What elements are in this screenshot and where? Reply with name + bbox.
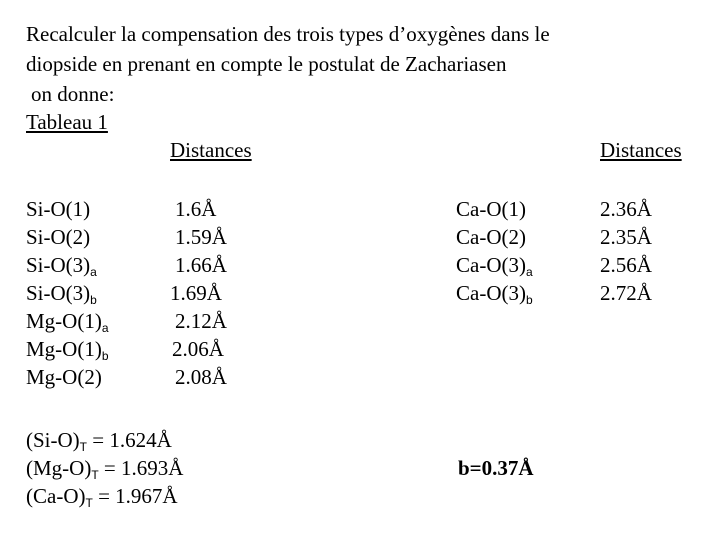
average-value: = 1.693Å xyxy=(98,456,184,480)
table-row xyxy=(26,337,109,361)
average-mg-o xyxy=(26,456,183,480)
bond-distance-value: 1.59Å xyxy=(175,225,227,249)
average-value: = 1.624Å xyxy=(87,428,172,452)
bond-distance-value: 2.06Å xyxy=(172,337,224,361)
bond-label: Ca-O(3) xyxy=(456,281,526,305)
average-subscript: T xyxy=(85,496,93,510)
bond-label: Si-O(1) xyxy=(26,197,91,221)
average-subscript: T xyxy=(79,440,88,454)
header-distances-right: Distances xyxy=(600,138,682,162)
bond-label: Ca-O(3) xyxy=(456,253,526,277)
bond-distance-value: 2.35Å xyxy=(600,225,652,249)
bond-label: Mg-O(2) xyxy=(26,365,102,389)
average-ca-o xyxy=(26,484,178,508)
average-value: = 1.967Å xyxy=(92,484,178,508)
table-row xyxy=(456,281,533,305)
average-label: (Ca-O) xyxy=(26,484,86,508)
table-row xyxy=(26,309,109,333)
bond-label: Mg-O(1) xyxy=(26,309,102,333)
bond-label: Si-O(3) xyxy=(26,253,91,277)
table-row xyxy=(456,197,526,221)
intro-line-1: Recalculer la compensation des trois types d’oxygènes dans le xyxy=(26,22,550,46)
bond-subscript: b xyxy=(90,293,97,307)
bond-distance-value: 2.56Å xyxy=(600,253,652,277)
bond-distance-value: 2.12Å xyxy=(175,309,227,333)
bond-distance-value: 2.08Å xyxy=(175,365,227,389)
table-row xyxy=(26,197,90,221)
b-value: b=0.37Å xyxy=(458,456,534,480)
table-caption: Tableau 1 xyxy=(26,110,108,134)
table-row xyxy=(26,365,102,389)
bond-distance-value: 1.6Å xyxy=(175,197,217,221)
table-row xyxy=(456,253,533,277)
bond-subscript: a xyxy=(525,265,533,279)
average-label: (Mg-O) xyxy=(26,456,92,480)
table-row xyxy=(456,225,526,249)
bond-label: Ca-O(1) xyxy=(456,197,526,221)
bond-subscript: b xyxy=(101,349,109,363)
table-row xyxy=(26,225,90,249)
intro-line-2: diopside en prenant en compte le postulat de Zachariasen xyxy=(26,52,507,76)
bond-label: Ca-O(2) xyxy=(456,225,526,249)
average-label: (Si-O) xyxy=(26,428,80,452)
bond-subscript: a xyxy=(101,321,109,335)
intro-line-3: on donne: xyxy=(31,82,115,106)
bond-distance-value: 2.36Å xyxy=(600,197,652,221)
bond-subscript: a xyxy=(90,265,97,279)
average-si-o xyxy=(26,428,172,452)
average-subscript: T xyxy=(91,468,99,482)
bond-distance-value: 1.69Å xyxy=(170,281,222,305)
bond-label: Si-O(2) xyxy=(26,225,91,249)
bond-label: Si-O(3) xyxy=(26,281,91,305)
table-row xyxy=(26,281,97,305)
bond-subscript: b xyxy=(525,293,533,307)
table-row xyxy=(26,253,97,277)
bond-distance-value: 2.72Å xyxy=(600,281,652,305)
bond-label: Mg-O(1) xyxy=(26,337,102,361)
header-distances-left: Distances xyxy=(170,138,252,162)
bond-distance-value: 1.66Å xyxy=(175,253,227,277)
